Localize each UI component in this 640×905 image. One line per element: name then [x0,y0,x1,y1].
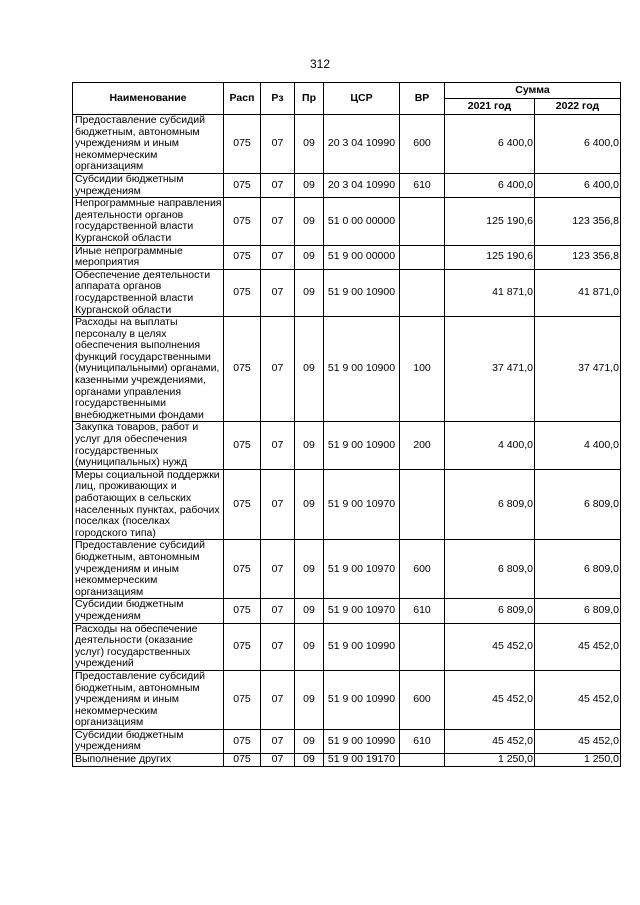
sum-2022-cell: 123 356,8 [535,198,621,245]
table-body [73,115,621,767]
rasp-cell: 075 [224,599,261,623]
vr-cell: 100 [400,317,445,422]
vr-cell: 600 [400,670,445,729]
csr-cell: 51 9 00 10900 [324,422,400,469]
sum-2022-cell: 6 809,0 [535,469,621,540]
sum-2022-cell: 45 452,0 [535,729,621,753]
pr-cell: 09 [295,729,324,753]
table-row [73,245,621,269]
vr-cell [400,469,445,540]
pr-cell: 09 [295,422,324,469]
rz-cell: 07 [261,754,295,767]
csr-cell: 51 9 00 10900 [324,269,400,316]
csr-cell: 51 9 00 10970 [324,540,400,599]
sum-2021-cell: 6 400,0 [445,115,535,174]
pr-cell: 09 [295,317,324,422]
rz-cell: 07 [261,422,295,469]
rasp-cell: 075 [224,269,261,316]
rasp-cell: 075 [224,469,261,540]
csr-cell: 51 9 00 10990 [324,729,400,753]
table-row [73,540,621,599]
table-row [73,115,621,174]
sum-2022-cell: 6 809,0 [535,599,621,623]
name-cell: Расходы на обеспечение деятельности (оказание услуг) государственных учреждений [73,623,224,670]
name-cell: Предоставление субсидий бюджетным, автономным учреждениям и иным некоммерческим организациям [73,540,224,599]
header-rasp: Расп [224,83,261,115]
table-row [73,599,621,623]
rasp-cell: 075 [224,245,261,269]
sum-2021-cell: 41 871,0 [445,269,535,316]
rz-cell: 07 [261,173,295,197]
pr-cell: 09 [295,115,324,174]
sum-2022-cell: 41 871,0 [535,269,621,316]
name-cell: Непрограммные направления деятельности органов государственной власти Курганской области [73,198,224,245]
csr-cell: 51 9 00 10970 [324,469,400,540]
name-cell: Выполнение других [73,754,224,767]
pr-cell: 09 [295,469,324,540]
rz-cell: 07 [261,317,295,422]
csr-cell: 51 9 00 19170 [324,754,400,767]
table-row [73,623,621,670]
rasp-cell: 075 [224,623,261,670]
pr-cell: 09 [295,623,324,670]
rasp-cell: 075 [224,540,261,599]
vr-cell: 600 [400,540,445,599]
vr-cell: 610 [400,173,445,197]
rz-cell: 07 [261,540,295,599]
name-cell: Субсидии бюджетным учреждениям [73,599,224,623]
sum-2022-cell: 6 400,0 [535,173,621,197]
header-name: Наименование [73,83,224,115]
csr-cell: 51 9 00 10990 [324,670,400,729]
name-cell: Расходы на выплаты персоналу в целях обеспечения выполнения функций государственными (муниципальными) органами, казенными учреждениями, органами управления государственными внебюджетными фондами [73,317,224,422]
rz-cell: 07 [261,115,295,174]
pr-cell: 09 [295,173,324,197]
sum-2022-cell: 45 452,0 [535,670,621,729]
pr-cell: 09 [295,670,324,729]
csr-cell: 20 3 04 10990 [324,173,400,197]
csr-cell: 20 3 04 10990 [324,115,400,174]
header-csr: ЦСР [324,83,400,115]
csr-cell: 51 9 00 00000 [324,245,400,269]
sum-2021-cell: 125 190,6 [445,245,535,269]
table-row [73,469,621,540]
rasp-cell: 075 [224,173,261,197]
rz-cell: 07 [261,469,295,540]
pr-cell: 09 [295,599,324,623]
header-rz: Рз [261,83,295,115]
sum-2021-cell: 6 809,0 [445,540,535,599]
rz-cell: 07 [261,269,295,316]
table-row [73,670,621,729]
vr-cell [400,269,445,316]
vr-cell [400,198,445,245]
vr-cell [400,245,445,269]
header-vr: ВР [400,83,445,115]
sum-2021-cell: 1 250,0 [445,754,535,767]
rasp-cell: 075 [224,670,261,729]
pr-cell: 09 [295,754,324,767]
sum-2022-cell: 1 250,0 [535,754,621,767]
sum-2022-cell: 6 400,0 [535,115,621,174]
name-cell: Обеспечение деятельности аппарата органов государственной власти Курганской области [73,269,224,316]
vr-cell: 610 [400,599,445,623]
vr-cell [400,754,445,767]
sum-2021-cell: 6 400,0 [445,173,535,197]
name-cell: Предоставление субсидий бюджетным, автономным учреждениям и иным некоммерческим организациям [73,115,224,174]
rasp-cell: 075 [224,754,261,767]
table-row [73,422,621,469]
name-cell: Иные непрограммные мероприятия [73,245,224,269]
rasp-cell: 075 [224,317,261,422]
name-cell: Закупка товаров, работ и услуг для обеспечения государственных (муниципальных) нужд [73,422,224,469]
rz-cell: 07 [261,599,295,623]
rz-cell: 07 [261,623,295,670]
csr-cell: 51 9 00 10900 [324,317,400,422]
rasp-cell: 075 [224,115,261,174]
csr-cell: 51 0 00 00000 [324,198,400,245]
vr-cell: 600 [400,115,445,174]
sum-2021-cell: 6 809,0 [445,469,535,540]
table-header [73,83,621,115]
sum-2021-cell: 45 452,0 [445,670,535,729]
rz-cell: 07 [261,198,295,245]
table-row [73,173,621,197]
rasp-cell: 075 [224,198,261,245]
vr-cell [400,623,445,670]
sum-2021-cell: 45 452,0 [445,729,535,753]
table-row [73,754,621,767]
sum-2021-cell: 6 809,0 [445,599,535,623]
sum-2022-cell: 123 356,8 [535,245,621,269]
pr-cell: 09 [295,245,324,269]
sum-2022-cell: 45 452,0 [535,623,621,670]
rz-cell: 07 [261,245,295,269]
sum-2021-cell: 125 190,6 [445,198,535,245]
csr-cell: 51 9 00 10970 [324,599,400,623]
sum-2021-cell: 4 400,0 [445,422,535,469]
header-sum: Сумма [445,83,621,99]
budget-table [72,82,621,767]
header-year-2021: 2021 год [445,99,535,115]
rz-cell: 07 [261,729,295,753]
table-row [73,269,621,316]
table-row [73,729,621,753]
header-pr: Пр [295,83,324,115]
name-cell: Меры социальной поддержки лиц, проживающих и работающих в сельских населенных пунктах, рабочих поселках (поселках городского типа) [73,469,224,540]
header-year-2022: 2022 год [535,99,621,115]
pr-cell: 09 [295,269,324,316]
rz-cell: 07 [261,670,295,729]
sum-2022-cell: 4 400,0 [535,422,621,469]
name-cell: Субсидии бюджетным учреждениям [73,729,224,753]
sum-2022-cell: 37 471,0 [535,317,621,422]
name-cell: Предоставление субсидий бюджетным, автономным учреждениям и иным некоммерческим организациям [73,670,224,729]
vr-cell: 200 [400,422,445,469]
sum-2021-cell: 45 452,0 [445,623,535,670]
pr-cell: 09 [295,540,324,599]
table-row [73,317,621,422]
page-number: 312 [309,57,331,71]
sum-2022-cell: 6 809,0 [535,540,621,599]
name-cell: Субсидии бюджетным учреждениям [73,173,224,197]
rasp-cell: 075 [224,729,261,753]
rasp-cell: 075 [224,422,261,469]
sum-2021-cell: 37 471,0 [445,317,535,422]
pr-cell: 09 [295,198,324,245]
table-row [73,198,621,245]
csr-cell: 51 9 00 10990 [324,623,400,670]
vr-cell: 610 [400,729,445,753]
